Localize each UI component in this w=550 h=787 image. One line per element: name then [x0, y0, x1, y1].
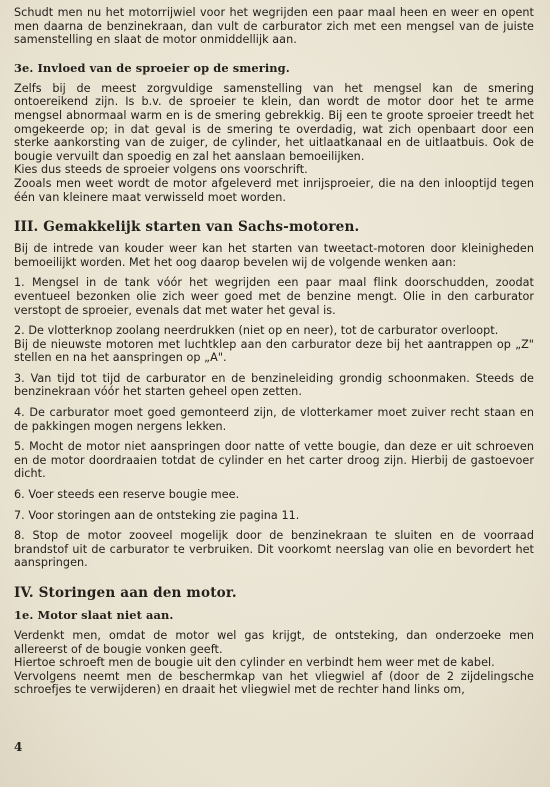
paragraph-iv-1: Verdenkt men, omdat de motor wel gas krijgt, de ontsteking, dan onderzoeke men allereerst of de bougie vonken geeft.	[14, 629, 534, 656]
intro-paragraph: Schudt men nu het motorrijwiel voor het wegrijden een paar maal heen en weer en opent men daarna de benzinekraan, dan vult de carburator zich met een mengsel van de juiste samenstelling en slaat de motor onmiddellijk aan.	[14, 6, 534, 47]
list-item: 2. De vlotterknop zoolang neerdrukken (niet op en neer), tot de carburator overloopt.	[14, 324, 499, 338]
section-heading-iii: III. Gemakkelijk starten van Sachs-motoren.	[14, 219, 360, 236]
paragraph-3e-1: Zelfs bij de meest zorgvuldige samenstelling van het mengsel kan de smering ontoereikend zijn. Is b.v. de sproeier te klein, dan wordt de motor door het te arme mengsel abnormaal warm en is de smering gebrekkig. Bij een te groote sproeier treedt het omgekeerde op; in dat geval is de smering te overdadig, wat zich openbaart door een sterke aankorsting van de zuiger, de cylinder, het uitlaatkanaal en de uitlaatbuis. Ook de bougie vervuilt dan spoedig en zal het aanslaan bemoeilijken.	[14, 81, 534, 163]
paragraph-iv-3: Vervolgens neemt men de beschermkap van het vliegwiel af (door de 2 zijdelingsche schroefjes te verwijderen) en draait het vliegwiel met de rechter hand links om,	[14, 669, 534, 697]
list-item: 7. Voor storingen aan de ontsteking zie pagina 11.	[14, 508, 300, 522]
page-number: 4	[14, 740, 23, 754]
section-heading-iv: IV. Storingen aan den motor.	[14, 585, 237, 601]
section-iii-intro: Bij de intrede van kouder weer kan het starten van tweetact-motoren door kleinigheden bemoeilijkt worden. Met het oog daarop bevelen wij de volgende wenken aan:	[14, 242, 534, 269]
list-item: Bij de nieuwste motoren met luchtklep aan den carburator deze bij het aantrappen op „Z" stellen en na het aanspringen op „A".	[14, 337, 534, 365]
list-item: 6. Voer steeds een reserve bougie mee.	[14, 488, 240, 502]
paragraph-3e-3: Zooals men weet wordt de motor afgeleverd met inrijsproeier, die na den inlooptijd tegen één van kleinere maat verwisseld moet worden.	[14, 176, 534, 204]
paragraph-3e-2: Kies dus steeds de sproeier volgens ons voorschrift.	[14, 163, 308, 177]
list-item: 3. Van tijd tot tijd de carburator en de benzineleiding grondig schoonmaken. Steeds de benzinekraan vóór het starten geheel open zetten.	[14, 371, 534, 399]
list-item: 8. Stop de motor zooveel mogelijk door de benzinekraan te sluiten en de voorraad brandstof uit de carburator te verbruiken. Dit voorkomt neerslag van olie en bevordert het aanspringen.	[14, 529, 534, 570]
list-item: 5. Mocht de motor niet aanspringen door natte of vette bougie, dan deze er uit schroeven en de motor doordraaien totdat de cylinder en het carter droog zijn. Hierbij de gastoevoer dicht.	[14, 440, 534, 481]
subsection-heading-1e: 1e. Motor slaat niet aan.	[14, 608, 174, 622]
paragraph-iv-2: Hiertoe schroeft men de bougie uit den cylinder en verbindt hem weer met de kabel.	[14, 656, 495, 670]
list-item: 1. Mengsel in de tank vóór het wegrijden een paar maal flink doorschudden, zoodat eventueel bezonken olie zich weer goed met de benzine mengt. Olie in den carburator verstopt de sproeier, evenals dat met water het geval is.	[14, 276, 534, 317]
subsection-heading-3e: 3e. Invloed van de sproeier op de smering.	[14, 60, 290, 75]
list-item: 4. De carburator moet goed gemonteerd zijn, de vlotterkamer moet zuiver recht staan en de pakkingen mogen nergens lekken.	[14, 406, 534, 433]
